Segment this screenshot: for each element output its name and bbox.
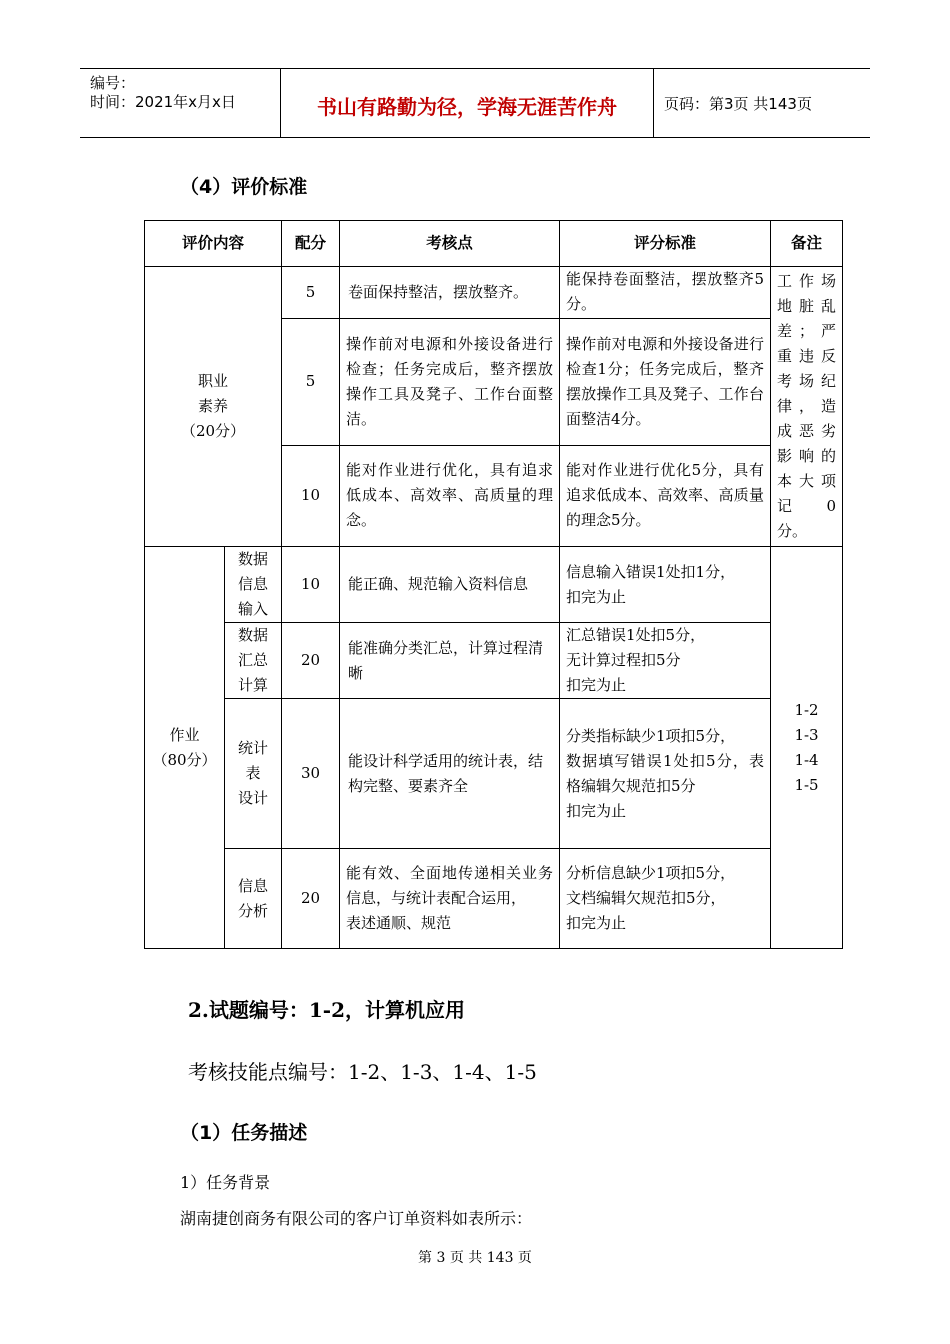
assessment-point: 卷面保持整洁，摆放整齐。 xyxy=(340,267,560,319)
group-label-work: 作业 （80分） xyxy=(145,547,225,949)
table-row xyxy=(145,623,843,699)
header-meta xyxy=(80,69,281,137)
body-paragraph: 湖南捷创商务有限公司的客户订单资料如表所示： xyxy=(180,1209,533,1228)
col-header: 评分标准 xyxy=(560,221,771,267)
assessment-point: 能正确、规范输入资料信息 xyxy=(340,547,560,623)
score-cell: 10 xyxy=(282,547,340,623)
col-header: 评价内容 xyxy=(145,221,282,267)
score-cell: 30 xyxy=(282,699,340,849)
scoring-standard: 分析信息缺少1项扣5分， 文档编辑欠规范扣5分， 扣完为止 xyxy=(560,849,771,949)
subsection-title: 1）任务背景 xyxy=(180,1173,271,1192)
doc-number: 编号： xyxy=(90,74,136,92)
skills-line: 考核技能点编号：1-2、1-3、1-4、1-5 xyxy=(188,1060,537,1084)
scoring-standard: 汇总错误1处扣5分， 无计算过程扣5分 扣完为止 xyxy=(560,623,771,699)
doc-time: 时间：2021年x月x日 xyxy=(90,93,236,111)
remark-cell: 工作场地脏乱差；严重违反考场纪律，造成恶劣影响的本大项记 0 分。 xyxy=(771,267,843,547)
score-cell: 20 xyxy=(282,849,340,949)
question-title: 2.试题编号：1-2，计算机应用 xyxy=(188,998,466,1022)
col-header: 配分 xyxy=(282,221,340,267)
table-row xyxy=(145,849,843,949)
table-row xyxy=(145,267,843,319)
group-label-professional: 职业 素养 （20分） xyxy=(145,267,282,547)
section-title-evaluation: （4）评价标准 xyxy=(180,176,308,198)
score-cell: 5 xyxy=(282,267,340,319)
sub-item-label: 统计 表 设计 xyxy=(225,699,282,849)
score-cell: 10 xyxy=(282,445,340,546)
score-cell: 5 xyxy=(282,318,340,445)
assessment-point: 能准确分类汇总，计算过程清晰 xyxy=(340,623,560,699)
scoring-standard: 操作前对电源和外接设备进行检查1分；任务完成后，整齐摆放操作工具及凳子、工作台面整洁4分。 xyxy=(560,318,771,445)
page-footer: 第 3 页 共 143 页 xyxy=(418,1250,532,1266)
scoring-standard: 信息输入错误1处扣1分， 扣完为止 xyxy=(560,547,771,623)
assessment-point: 能设计科学适用的统计表，结构完整、要素齐全 xyxy=(340,699,560,849)
header-page-number: 页码：第3页 共143页 xyxy=(664,95,812,113)
scoring-standard: 能保持卷面整洁，摆放整齐5分。 xyxy=(560,267,771,319)
col-header: 备注 xyxy=(771,221,843,267)
assessment-point: 能有效、全面地传递相关业务信息，与统计表配合运用， 表述通顺、规范 xyxy=(340,849,560,949)
page-header xyxy=(80,68,870,138)
remark-cell: 1-2 1-3 1-4 1-5 xyxy=(771,547,843,949)
assessment-point: 能对作业进行优化，具有追求低成本、高效率、高质量的理念。 xyxy=(340,445,560,546)
score-cell: 20 xyxy=(282,623,340,699)
header-motto: 书山有路勤为径，学海无涯苦作舟 xyxy=(317,95,617,119)
assessment-point: 操作前对电源和外接设备进行检查；任务完成后，整齐摆放操作工具及凳子、工作台面整洁。 xyxy=(340,318,560,445)
scoring-standard: 能对作业进行优化5分，具有追求低成本、高效率、高质量的理念5分。 xyxy=(560,445,771,546)
header-page-cell xyxy=(654,69,870,137)
col-header: 考核点 xyxy=(340,221,560,267)
table-header-row xyxy=(145,221,843,267)
sub-item-label: 数据 信息 输入 xyxy=(225,547,282,623)
section-title-task: （1）任务描述 xyxy=(180,1122,308,1144)
evaluation-table xyxy=(144,220,843,949)
scoring-standard: 分类指标缺少1项扣5分， 数据填写错误1处扣5分，表格编辑欠规范扣5分 扣完为止 xyxy=(560,699,771,849)
table-row xyxy=(145,547,843,623)
header-motto-cell xyxy=(281,69,654,137)
sub-item-label: 数据 汇总 计算 xyxy=(225,623,282,699)
table-row xyxy=(145,699,843,849)
sub-item-label: 信息 分析 xyxy=(225,849,282,949)
